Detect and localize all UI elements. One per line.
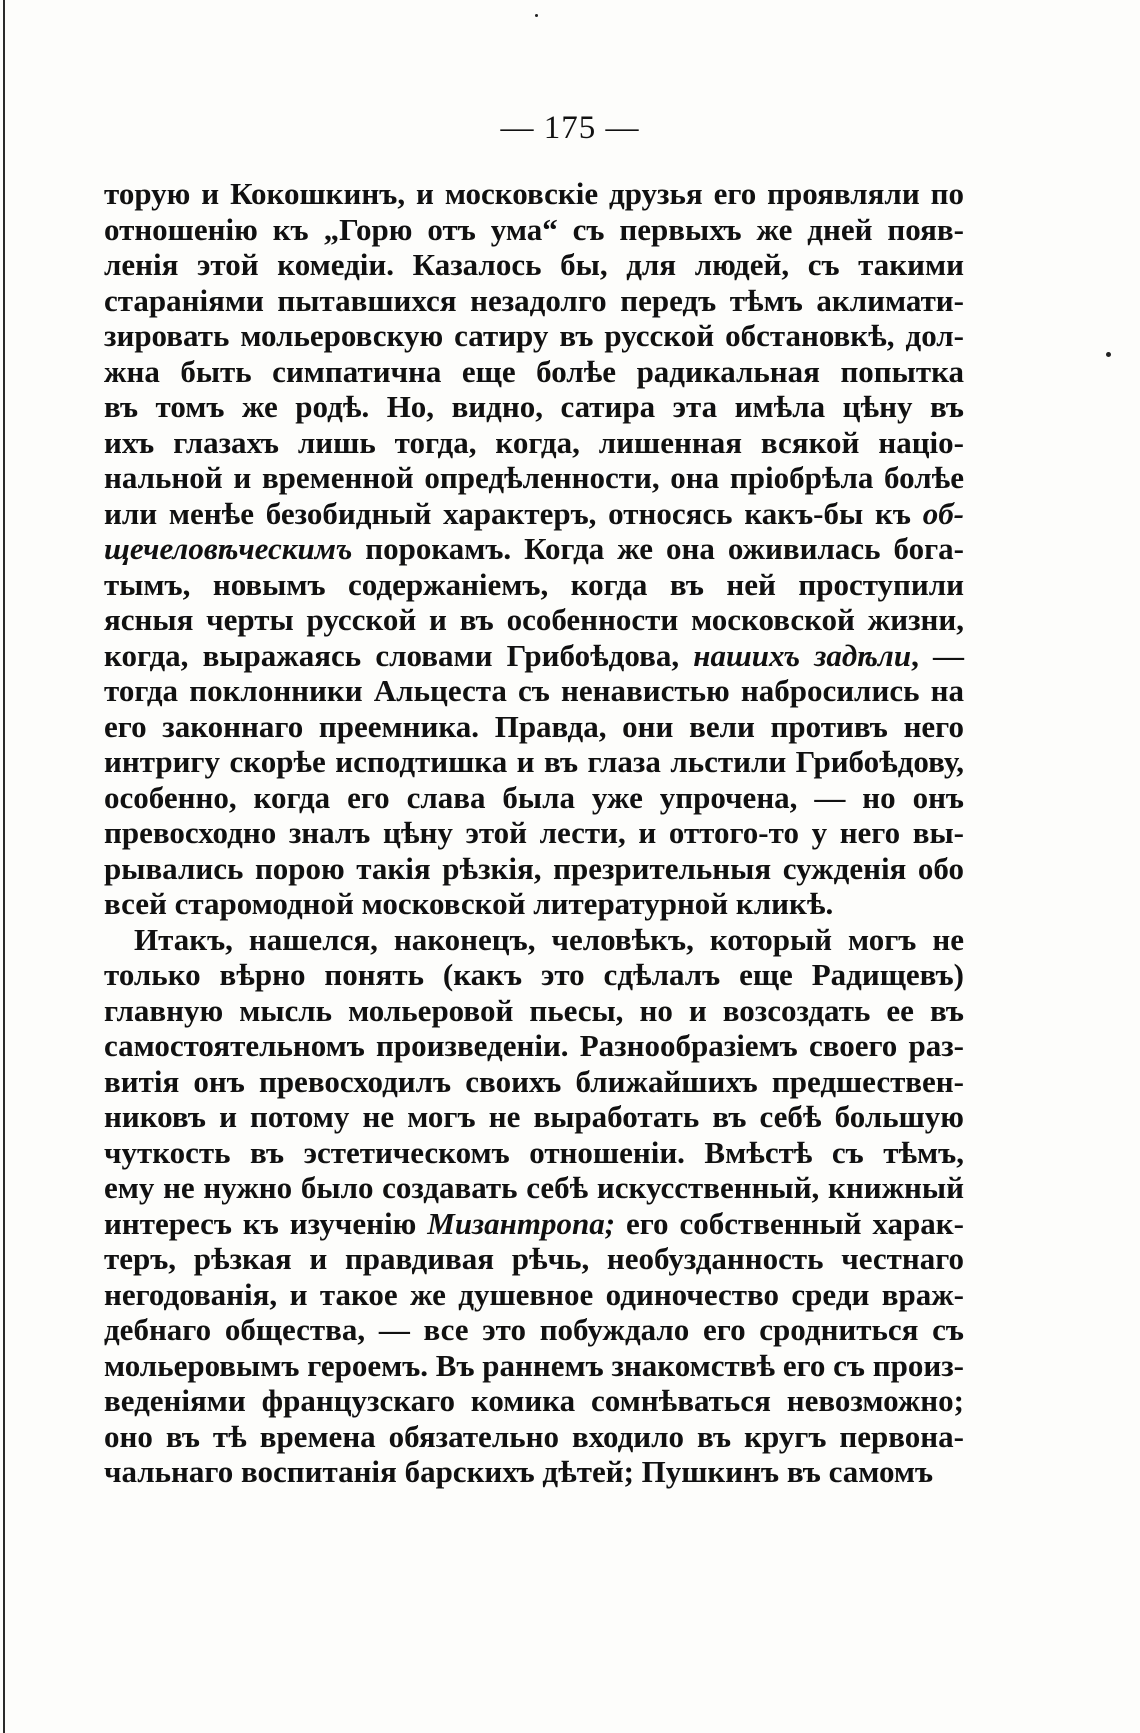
text-segment: чальнаго воспитанія барскихъ дѣтей; Пушкинъ въ самомъ bbox=[104, 1454, 934, 1489]
text-segment: его законнаго преемника. Правда, они вели противъ него bbox=[104, 708, 964, 744]
text-line bbox=[104, 318, 964, 354]
text-segment: стараніями пытавшихся незадолго передъ тѣмъ аклимати- bbox=[104, 282, 964, 318]
body-text bbox=[104, 176, 964, 1490]
text-segment: порокамъ. Когда же она оживилась бога- bbox=[352, 531, 964, 566]
text-segment: ясныя черты русской и въ особенности московской жизни, bbox=[104, 602, 964, 637]
italic-text: об- bbox=[922, 495, 964, 531]
text-line bbox=[104, 1419, 964, 1455]
text-segment: особенно, когда его слава была уже упрочена, — но онъ bbox=[104, 779, 964, 815]
text-line bbox=[104, 1206, 964, 1242]
text-line bbox=[104, 531, 964, 567]
text-segment: дебнаго общества, — все это побуждало его сродниться съ bbox=[104, 1312, 964, 1347]
text-segment: жна быть симпатична еще болѣе радикальная попытка bbox=[104, 353, 964, 389]
text-line bbox=[104, 1135, 964, 1171]
text-line bbox=[104, 993, 964, 1029]
text-line bbox=[104, 1170, 964, 1206]
print-speck bbox=[535, 14, 538, 17]
text-line bbox=[104, 176, 964, 212]
italic-text: Мизантропа; bbox=[427, 1205, 616, 1241]
page-edge-line bbox=[3, 0, 5, 1733]
text-line bbox=[104, 1277, 964, 1313]
text-line bbox=[104, 815, 964, 851]
text-segment: интригу скорѣе исподтишка и въ глаза льстили Грибоѣдову, bbox=[104, 744, 964, 779]
text-line bbox=[104, 567, 964, 603]
text-line bbox=[104, 283, 964, 319]
text-line bbox=[104, 425, 964, 461]
text-line bbox=[104, 212, 964, 248]
text-line bbox=[104, 922, 964, 958]
text-line bbox=[104, 1028, 964, 1064]
text-line bbox=[104, 602, 964, 638]
print-speck bbox=[1106, 352, 1111, 357]
text-line bbox=[104, 638, 964, 674]
text-line bbox=[104, 496, 964, 532]
text-segment: нальной и временной опредѣленности, она пріобрѣла болѣе bbox=[104, 460, 964, 495]
text-line bbox=[104, 354, 964, 390]
text-segment: чуткость въ эстетическомъ отношеніи. Вмѣстѣ съ тѣмъ, bbox=[104, 1134, 964, 1170]
text-segment: или менѣе безобидный характеръ, относясь какъ-бы къ bbox=[104, 495, 923, 531]
text-segment: ему не нужно было создавать себѣ искусственный, книжный bbox=[104, 1170, 964, 1205]
text-segment: никовъ и потому не могъ не выработать въ себѣ большую bbox=[104, 1099, 964, 1134]
text-line bbox=[104, 957, 964, 993]
text-line bbox=[104, 1241, 964, 1277]
italic-text: щечеловѣческимъ bbox=[104, 531, 353, 566]
page-number: — 175 — bbox=[500, 110, 640, 146]
italic-text: нашихъ задѣли bbox=[693, 637, 912, 673]
text-segment: торую и Кокошкинъ, и московскіе друзья его проявляли по bbox=[104, 176, 964, 211]
text-segment: рывались порою такія рѣзкія, презрительныя сужденія обо bbox=[104, 850, 964, 886]
text-segment: тогда поклонники Альцеста съ ненавистью набросились на bbox=[104, 673, 964, 708]
text-segment: витія онъ превосходилъ своихъ ближайшихъ предшествен- bbox=[104, 1063, 964, 1099]
text-segment: превосходно зналъ цѣну этой лести, и оттого-то у него вы- bbox=[104, 815, 964, 850]
text-segment: интересъ къ изученію bbox=[104, 1205, 428, 1241]
text-segment: въ томъ же родѣ. Но, видно, сатира эта имѣла цѣну въ bbox=[104, 389, 964, 424]
text-segment: когда, выражаясь словами Грибоѣдова, bbox=[104, 637, 694, 673]
text-line bbox=[104, 886, 964, 922]
text-segment: тымъ, новымъ содержаніемъ, когда въ ней проступили bbox=[104, 566, 964, 602]
text-segment: негодованія, и такое же душевное одиночество среди враж- bbox=[104, 1276, 964, 1312]
text-segment: главную мысль мольеровой пьесы, но и возсоздать ее въ bbox=[104, 992, 964, 1028]
text-line bbox=[104, 1312, 964, 1348]
text-segment: ленія этой комедіи. Казалось бы, для людей, съ такими bbox=[104, 247, 964, 282]
text-segment: мольеровымъ героемъ. Въ раннемъ знакомствѣ его съ произ- bbox=[104, 1347, 964, 1383]
text-segment: самостоятельномъ произведеніи. Разнообразіемъ своего раз- bbox=[104, 1028, 964, 1063]
text-segment: отношенію къ „Горю отъ ума“ съ первыхъ же дней появ- bbox=[104, 211, 964, 247]
text-line bbox=[104, 1099, 964, 1135]
text-segment: Итакъ, нашелся, наконецъ, человѣкъ, который могъ не bbox=[134, 921, 964, 957]
text-segment: только вѣрно понять (какъ это сдѣлалъ еще Радищевъ) bbox=[104, 957, 964, 992]
text-segment: оно въ тѣ времена обязательно входило въ кругъ первона- bbox=[104, 1418, 964, 1454]
text-line bbox=[104, 851, 964, 887]
text-line bbox=[104, 247, 964, 283]
text-segment: зировать мольеровскую сатиру въ русской обстановкѣ, дол- bbox=[104, 318, 964, 353]
text-segment: всей старомодной московской литературной кликѣ. bbox=[104, 886, 834, 921]
text-segment: , — bbox=[911, 637, 964, 673]
text-line bbox=[104, 389, 964, 425]
text-line bbox=[104, 780, 964, 816]
text-line bbox=[104, 1064, 964, 1100]
text-line bbox=[104, 709, 964, 745]
text-line bbox=[104, 744, 964, 780]
text-segment: теръ, рѣзкая и правдивая рѣчь, необузданность честнаго bbox=[104, 1241, 964, 1276]
text-line bbox=[104, 460, 964, 496]
text-segment: веденіями французскаго комика сомнѣваться невозможно; bbox=[104, 1383, 964, 1418]
text-line bbox=[104, 673, 964, 709]
text-line bbox=[104, 1383, 964, 1419]
text-line bbox=[104, 1348, 964, 1384]
text-segment: ихъ глазахъ лишь тогда, когда, лишенная всякой націо- bbox=[104, 424, 964, 460]
text-segment: его собственный харак- bbox=[615, 1205, 964, 1241]
text-line bbox=[104, 1454, 964, 1490]
